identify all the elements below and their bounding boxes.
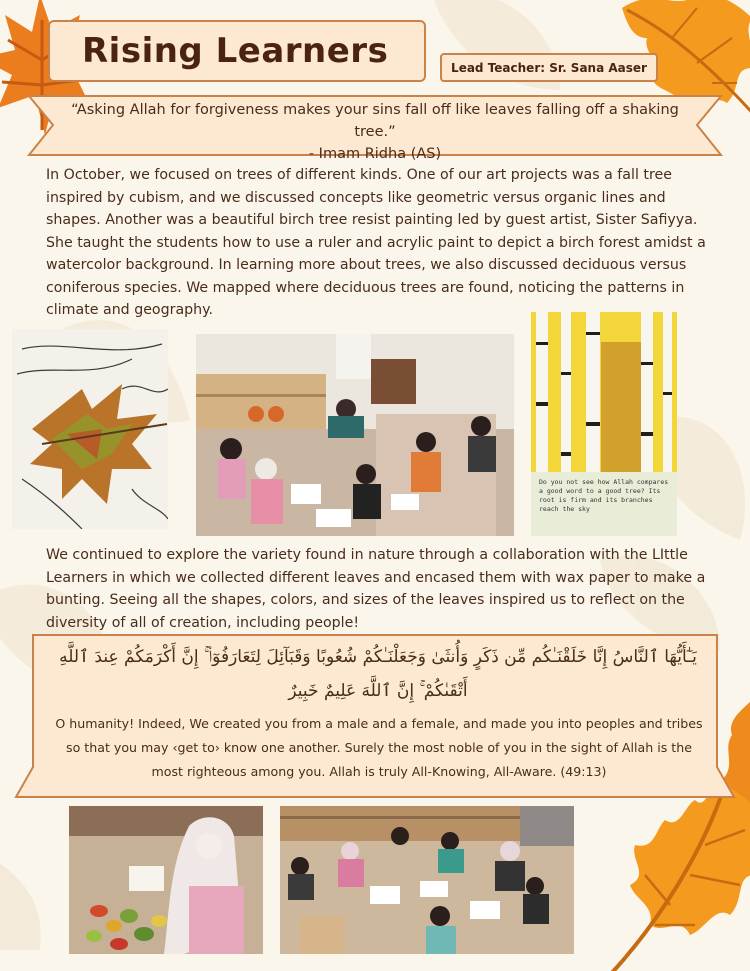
quran-verse-arabic: يَـٰٓأَيُّهَا ٱلنَّاسُ إِنَّا خَلَقْنَـٰكُم مِّن ذَكَرٍ وَأُنثَىٰ وَجَعَلْنَـٰكُمْ شُعُوبًا وَقَبَآئِلَ لِتَعَارَفُوٓا۟ ۚ إِنَّ أَكْرَمَكُمْ عِندَ ٱللَّهِ أَتْقَىٰكُمْ ۚ إِنَّ ٱللَّهَ عَلِيمٌ خَبِيرٌ bbox=[59, 647, 697, 701]
birch-card-text: Do you not see how Allah compares a good word to a good tree? Its root is firm and its branches reach the sky bbox=[539, 478, 669, 513]
quote-block bbox=[58, 99, 692, 165]
quran-verse-translation: O humanity! Indeed, We created you from a male and a female, and made you into peoples and tribes so that you may ‹get to› know one another. Surely the most noble of you in the sight of Allah is the most righteous among you. Allah is truly All-Knowing, All-Aware. (49:13) bbox=[55, 716, 703, 779]
page-title: Rising Learners bbox=[82, 31, 389, 71]
paragraph-trees: In October, we focused on trees of different kinds. One of our art projects was a fall tree inspired by cubism, and we discussed concepts like geometric versus organic lines and shapes. Another was a beautiful birch tree resist painting led by guest artist, Sister Safiyya. She taught the students how to use a ruler and acrylic paint to depict a birch forest amidst a watercolor background. In learning more about trees, we also discussed deciduous versus coniferous species. We mapped where deciduous trees are found, noticing the patterns in climate and geography. bbox=[46, 167, 706, 318]
classroom-circle-photo bbox=[196, 334, 514, 536]
oak-leaf-icon bbox=[595, 775, 750, 971]
classroom-floor-activity-photo bbox=[280, 806, 574, 954]
lead-teacher-label: Lead Teacher: Sr. Sana Aaser bbox=[451, 60, 647, 75]
paragraph-leaves: We continued to explore the variety found in nature through a collaboration with the LIttle Learners in which we collected different leaves and encased them with wax paper to make a bunting. Seeing all the shapes, colors, and sizes of the leaves inspired us to reflect on the diversity of all of creation, including people! bbox=[46, 547, 706, 631]
quote-attribution: - Imam Ridha (AS) bbox=[308, 146, 442, 162]
quote-text: “Asking Allah for forgiveness makes your sins fall off like leaves falling off a shaking tree.” bbox=[71, 102, 679, 140]
lead-teacher-badge bbox=[440, 53, 658, 82]
maple-leaf-icon bbox=[0, 860, 50, 950]
title-banner bbox=[48, 20, 426, 82]
leaf-collection-photo bbox=[69, 806, 263, 954]
birch-tree-painting-photo bbox=[531, 312, 677, 536]
fall-leaf-artwork-photo bbox=[12, 329, 168, 529]
